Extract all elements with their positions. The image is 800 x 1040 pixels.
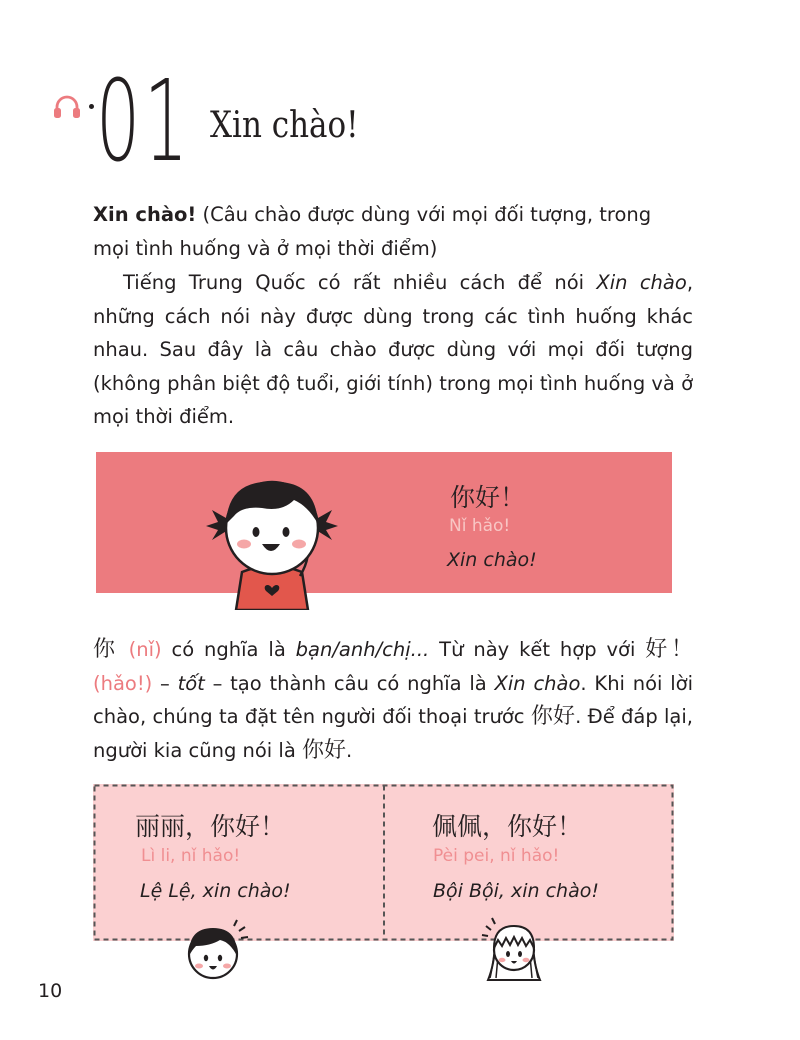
page-number: 10	[38, 980, 63, 1002]
lesson-number: 01	[96, 57, 192, 187]
dialogue-2-vietnamese: Bội Bội, xin chào!	[433, 880, 599, 902]
intro-paragraph	[93, 198, 693, 265]
headphones-icon[interactable]	[52, 92, 82, 122]
intro-bold: Xin chào!	[93, 203, 197, 226]
hero-banner	[96, 452, 672, 593]
body2-text-7: .	[346, 738, 353, 762]
body2-text-6: . Để đáp lại, người kia cũng nói là	[93, 705, 693, 762]
zh-hao: 好！	[645, 637, 693, 662]
girl-pei-illustration	[474, 910, 554, 990]
hero-vietnamese: Xin chào!	[447, 549, 537, 571]
body-paragraph-1	[93, 266, 693, 434]
girl-waving-illustration	[198, 460, 348, 610]
body2-italic-2: tốt	[177, 671, 205, 695]
body2-text-5: . Khi nói lời chào, chúng ta đặt tên người đối thoại trước	[93, 671, 693, 728]
zh-ni: 你	[93, 637, 119, 662]
dialogue-1-pinyin: Lì li, nǐ hǎo!	[141, 846, 241, 866]
body2-italic-1: bạn/anh/chị...	[295, 638, 430, 661]
zh-nihao-2: 你好	[302, 737, 347, 763]
body1-italic: Xin chào	[596, 271, 687, 294]
girl-li-illustration	[180, 916, 250, 986]
dialogue-2-hanzi: 佩佩，你好！	[432, 812, 583, 841]
dialogue-1-vietnamese: Lệ Lệ, xin chào!	[140, 880, 291, 902]
body2-text-1: có nghĩa là	[161, 638, 296, 661]
body2-italic-3: Xin chào	[494, 671, 581, 695]
body2-text-4: – tạo thành câu có nghĩa là	[204, 671, 495, 695]
intro-text: (Câu chào được dùng với mọi đối tượng, trong mọi tình huống và ở mọi thời điểm)	[93, 203, 652, 260]
decorative-dot	[89, 104, 94, 109]
body2-text-2: Từ này kết hợp với	[429, 638, 646, 661]
dialogue-1-hanzi: 丽丽，你好！	[135, 812, 286, 841]
body1-text-a: Tiếng Trung Quốc có rất nhiều cách để nói	[123, 271, 597, 294]
zh-nihao-1: 你好	[530, 704, 576, 729]
hero-hanzi: 你好！	[450, 483, 526, 512]
pinyin-ni: (nǐ)	[118, 638, 162, 661]
hero-pinyin: Nǐ hǎo!	[449, 516, 511, 536]
body-paragraph-2	[93, 633, 693, 767]
pinyin-hao: (hǎo!)	[93, 671, 153, 695]
lesson-title: Xin chào!	[210, 105, 359, 146]
dialogue-2-pinyin: Pèi pei, nǐ hǎo!	[433, 846, 560, 866]
body1-text-b: , những cách nói này được dùng trong các tình huống khác nhau. Sau đây là câu chào được dùng với mọi đối tượng (không phân biệt độ tuổi, giới tính) trong mọi tình huống và ở mọi thời điểm.	[93, 271, 694, 428]
body2-text-3: –	[152, 671, 178, 695]
